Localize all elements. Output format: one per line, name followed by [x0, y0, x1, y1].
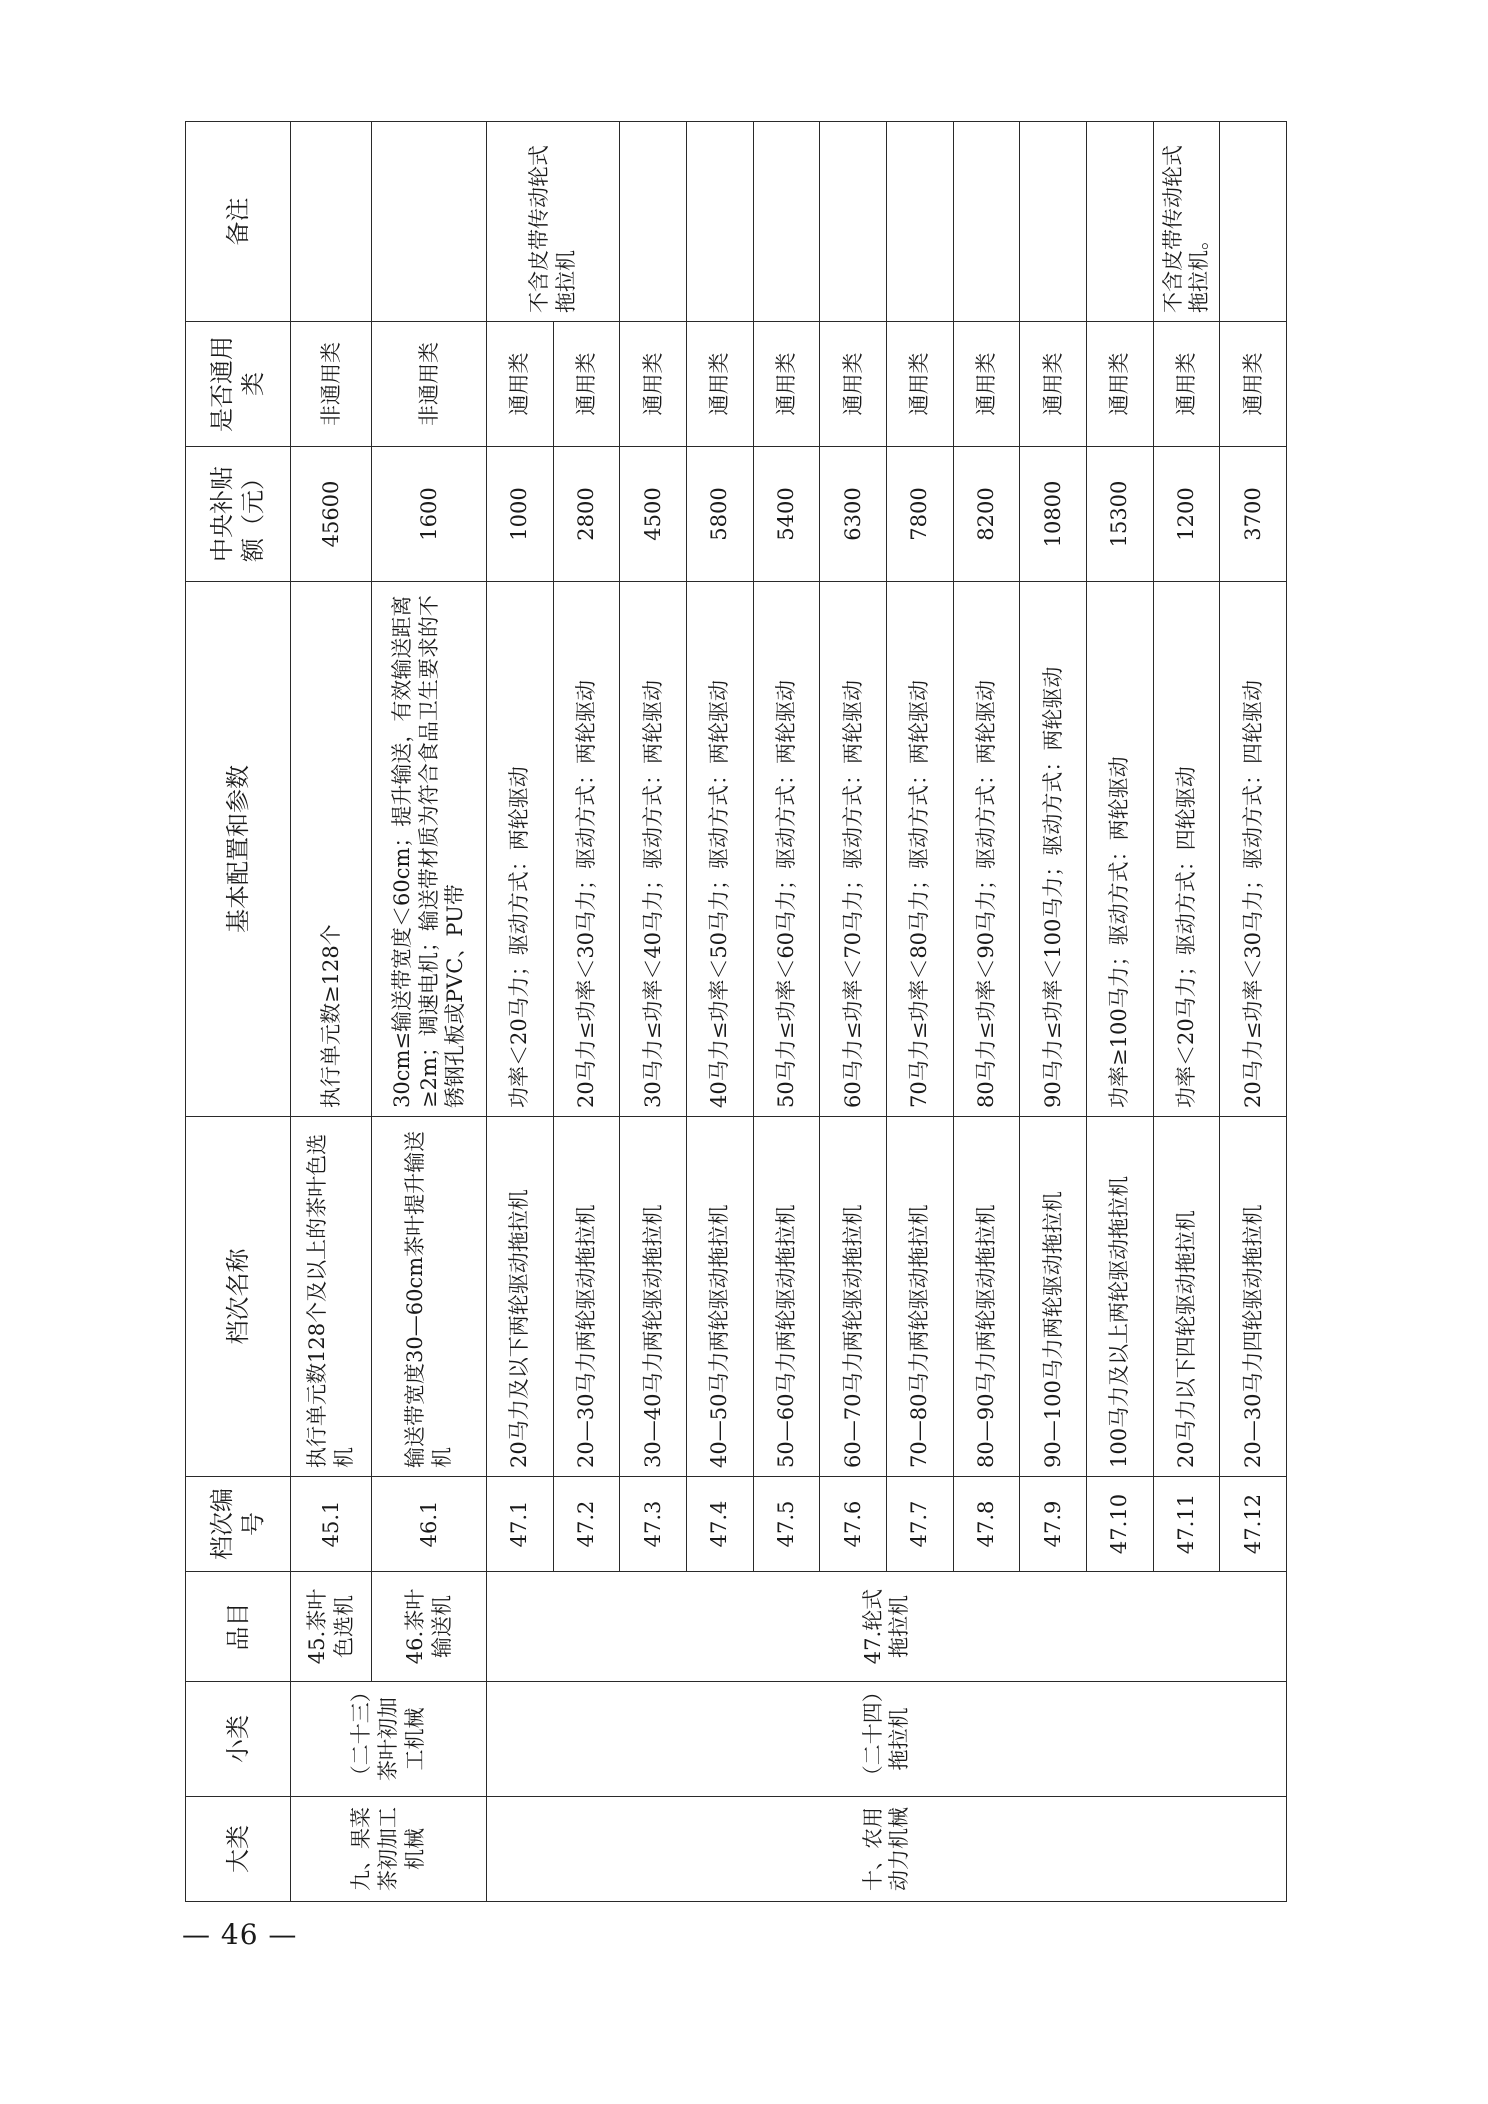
config-cell: 40马力≤功率＜50马力；驱动方式：两轮驱动 — [686, 582, 753, 1117]
config-cell: 70马力≤功率＜80马力；驱动方式：两轮驱动 — [886, 582, 953, 1117]
table-header-row — [186, 122, 291, 1902]
remark-cell — [1086, 122, 1153, 322]
general-cell: 非通用类 — [291, 322, 372, 447]
category-cell: 九、果菜茶初加工机械 — [291, 1797, 487, 1902]
subsidy-table — [185, 121, 1287, 1902]
grade-no-cell: 45.1 — [291, 1477, 372, 1572]
subsidy-cell: 1200 — [1153, 447, 1220, 582]
subcategory-cell: （二十三）茶叶初加工机械 — [291, 1682, 487, 1797]
header-category: 大类 — [186, 1797, 291, 1902]
page-number: — 46 — — [182, 1918, 298, 1951]
config-cell: 功率＜20马力；驱动方式：四轮驱动 — [1153, 582, 1220, 1117]
subsidy-cell: 45600 — [291, 447, 372, 582]
category-cell: 十、农用动力机械 — [486, 1797, 1286, 1902]
item-cell: 47.轮式拖拉机 — [486, 1572, 1286, 1682]
remark-cell: 不含皮带传动轮式拖拉机 — [486, 122, 619, 322]
general-cell: 通用类 — [553, 322, 620, 447]
remark-cell — [686, 122, 753, 322]
config-cell: 20马力≤功率＜30马力；驱动方式：四轮驱动 — [1220, 582, 1287, 1117]
grade-name-cell: 20马力以下四轮驱动拖拉机 — [1153, 1117, 1220, 1477]
general-cell: 通用类 — [1086, 322, 1153, 447]
header-item: 品目 — [186, 1572, 291, 1682]
header-general: 是否通用类 — [186, 322, 291, 447]
general-cell: 通用类 — [620, 322, 687, 447]
subcategory-cell: （二十四）拖拉机 — [486, 1682, 1286, 1797]
general-cell: 通用类 — [886, 322, 953, 447]
grade-name-cell: 100马力及以上两轮驱动拖拉机 — [1086, 1117, 1153, 1477]
remark-cell — [1220, 122, 1287, 322]
grade-name-cell: 50—60马力两轮驱动拖拉机 — [753, 1117, 820, 1477]
item-cell: 46.茶叶输送机 — [372, 1572, 487, 1682]
subsidy-cell: 10800 — [1020, 447, 1087, 582]
subsidy-cell: 5400 — [753, 447, 820, 582]
remark-cell — [372, 122, 487, 322]
header-grade-name: 档次名称 — [186, 1117, 291, 1477]
config-cell: 30cm≤输送带宽度＜60cm；提升输送，有效输送距离≥2m；调速电机；输送带材质为符合食品卫生要求的不锈钢孔板或PVC、PU带 — [372, 582, 487, 1117]
subsidy-cell: 5800 — [686, 447, 753, 582]
header-remark: 备注 — [186, 122, 291, 322]
remark-cell — [953, 122, 1020, 322]
grade-no-cell: 47.12 — [1220, 1477, 1287, 1572]
remark-cell — [753, 122, 820, 322]
grade-no-cell: 47.3 — [620, 1477, 687, 1572]
grade-no-cell: 47.11 — [1153, 1477, 1220, 1572]
grade-name-cell: 20—30马力四轮驱动拖拉机 — [1220, 1117, 1287, 1477]
config-cell: 20马力≤功率＜30马力；驱动方式：两轮驱动 — [553, 582, 620, 1117]
general-cell: 非通用类 — [372, 322, 487, 447]
grade-name-cell: 输送带宽度30—60cm茶叶提升输送机 — [372, 1117, 487, 1477]
grade-name-cell: 70—80马力两轮驱动拖拉机 — [886, 1117, 953, 1477]
grade-name-cell: 60—70马力两轮驱动拖拉机 — [820, 1117, 887, 1477]
grade-no-cell: 47.2 — [553, 1477, 620, 1572]
header-config: 基本配置和参数 — [186, 582, 291, 1117]
header-subsidy: 中央补贴额（元） — [186, 447, 291, 582]
config-cell: 50马力≤功率＜60马力；驱动方式：两轮驱动 — [753, 582, 820, 1117]
config-cell: 功率≥100马力；驱动方式：两轮驱动 — [1086, 582, 1153, 1117]
general-cell: 通用类 — [686, 322, 753, 447]
subsidy-cell: 3700 — [1220, 447, 1287, 582]
remark-cell: 不含皮带传动轮式拖拉机。 — [1153, 122, 1220, 322]
rotated-page-content — [185, 122, 1287, 1902]
general-cell: 通用类 — [1153, 322, 1220, 447]
grade-no-cell: 47.9 — [1020, 1477, 1087, 1572]
grade-name-cell: 40—50马力两轮驱动拖拉机 — [686, 1117, 753, 1477]
subsidy-cell: 1600 — [372, 447, 487, 582]
subsidy-cell: 6300 — [820, 447, 887, 582]
grade-name-cell: 20马力及以下两轮驱动拖拉机 — [486, 1117, 553, 1477]
remark-cell — [820, 122, 887, 322]
remark-cell — [1020, 122, 1087, 322]
table-row — [486, 122, 553, 1902]
remark-cell — [291, 122, 372, 322]
remark-cell — [886, 122, 953, 322]
subsidy-cell: 7800 — [886, 447, 953, 582]
grade-name-cell: 90—100马力两轮驱动拖拉机 — [1020, 1117, 1087, 1477]
general-cell: 通用类 — [953, 322, 1020, 447]
grade-no-cell: 47.1 — [486, 1477, 553, 1572]
grade-no-cell: 47.7 — [886, 1477, 953, 1572]
grade-name-cell: 30—40马力两轮驱动拖拉机 — [620, 1117, 687, 1477]
general-cell: 通用类 — [1220, 322, 1287, 447]
subsidy-cell: 8200 — [953, 447, 1020, 582]
grade-no-cell: 47.5 — [753, 1477, 820, 1572]
config-cell: 30马力≤功率＜40马力；驱动方式：两轮驱动 — [620, 582, 687, 1117]
remark-cell — [620, 122, 687, 322]
grade-name-cell: 20—30马力两轮驱动拖拉机 — [553, 1117, 620, 1477]
config-cell: 90马力≤功率＜100马力；驱动方式：两轮驱动 — [1020, 582, 1087, 1117]
general-cell: 通用类 — [1020, 322, 1087, 447]
config-cell: 80马力≤功率＜90马力；驱动方式：两轮驱动 — [953, 582, 1020, 1117]
header-grade-no: 档次编号 — [186, 1477, 291, 1572]
general-cell: 通用类 — [753, 322, 820, 447]
table-row — [291, 122, 372, 1902]
grade-no-cell: 47.6 — [820, 1477, 887, 1572]
subsidy-cell: 2800 — [553, 447, 620, 582]
item-cell: 45.茶叶色选机 — [291, 1572, 372, 1682]
subsidy-cell: 15300 — [1086, 447, 1153, 582]
grade-no-cell: 46.1 — [372, 1477, 487, 1572]
config-cell: 执行单元数≥128个 — [291, 582, 372, 1117]
grade-no-cell: 47.8 — [953, 1477, 1020, 1572]
subsidy-cell: 4500 — [620, 447, 687, 582]
grade-no-cell: 47.10 — [1086, 1477, 1153, 1572]
config-cell: 功率＜20马力；驱动方式：两轮驱动 — [486, 582, 553, 1117]
grade-name-cell: 执行单元数128个及以上的茶叶色选机 — [291, 1117, 372, 1477]
table-row — [372, 122, 487, 1902]
grade-name-cell: 80—90马力两轮驱动拖拉机 — [953, 1117, 1020, 1477]
grade-no-cell: 47.4 — [686, 1477, 753, 1572]
config-cell: 60马力≤功率＜70马力；驱动方式：两轮驱动 — [820, 582, 887, 1117]
general-cell: 通用类 — [820, 322, 887, 447]
header-subcategory: 小类 — [186, 1682, 291, 1797]
general-cell: 通用类 — [486, 322, 553, 447]
subsidy-cell: 1000 — [486, 447, 553, 582]
